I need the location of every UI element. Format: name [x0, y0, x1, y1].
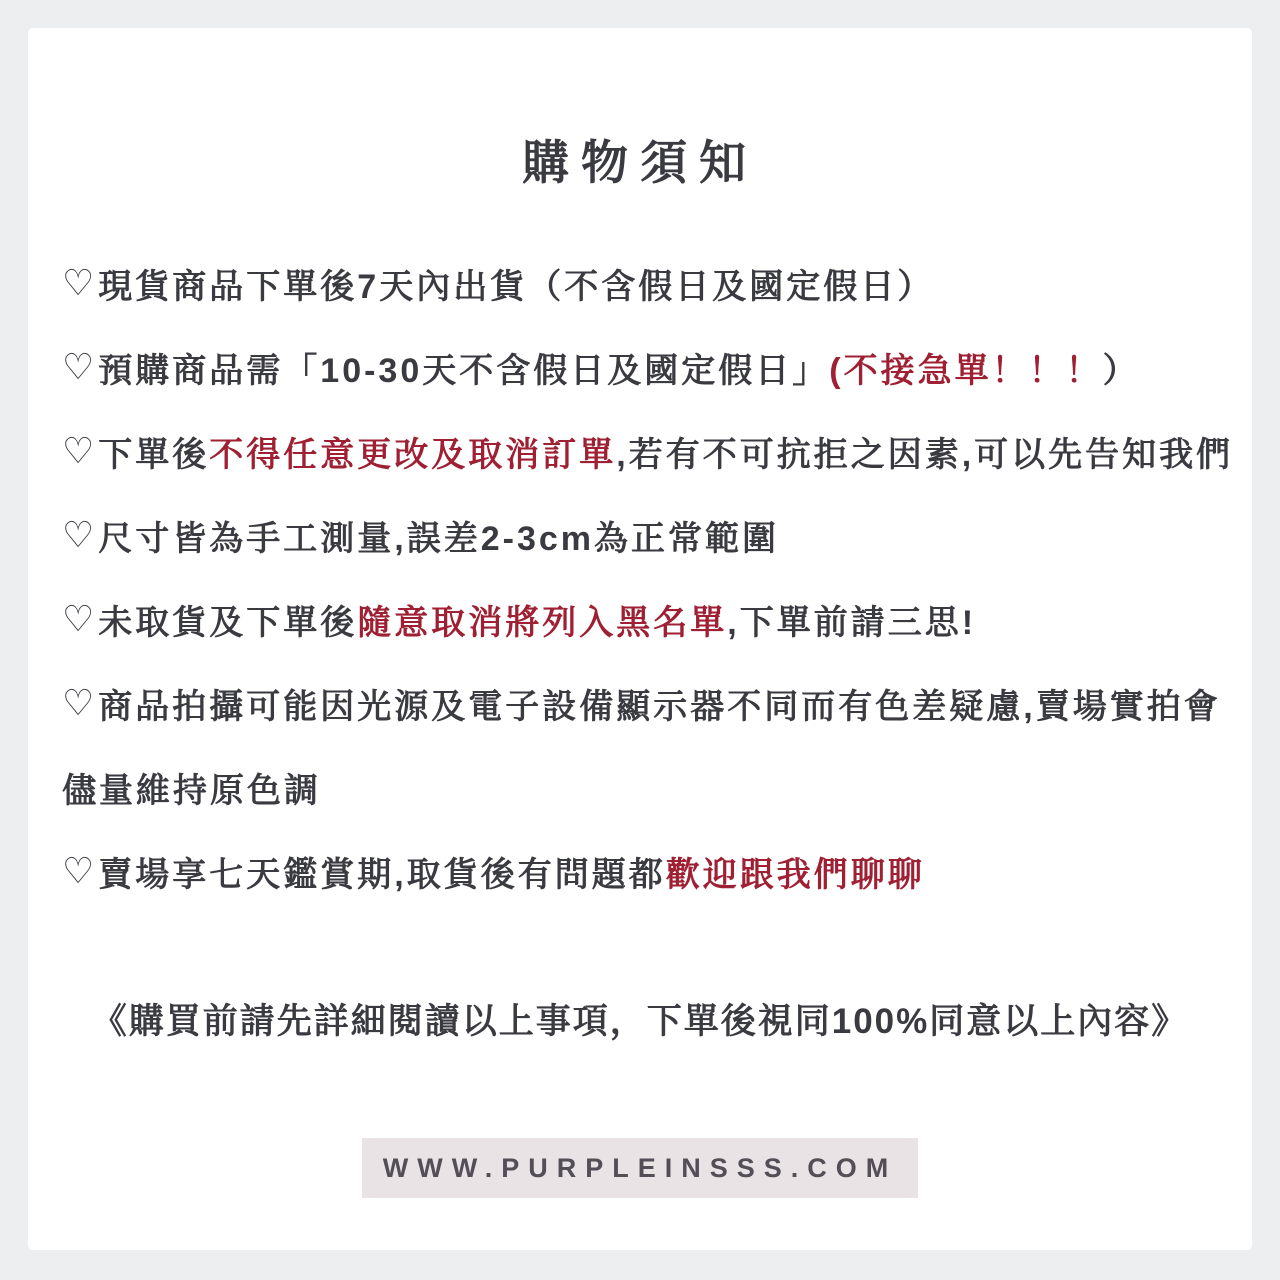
- notice-text: 未取貨及下單後: [98, 603, 358, 642]
- notice-line: [62, 409, 1234, 493]
- notice-text: 儘量維持原色調: [62, 771, 321, 810]
- closing-note: 《購買前請先詳細閱讀以上事項，下單後視同100%同意以上內容》: [91, 1002, 1189, 1041]
- footer-url-bar: [362, 1138, 918, 1198]
- notice-text: ,下單前請三思!: [727, 603, 977, 642]
- notice-line: [62, 577, 1218, 661]
- heart-icon: ♡: [62, 514, 98, 555]
- notice-line: [62, 241, 1218, 325]
- notice-text: 商品拍攝可能因光源及電子設備顯示器不同而有色差疑慮,賣場實拍會: [98, 687, 1221, 726]
- notice-list: [62, 241, 1234, 913]
- heart-icon: ♡: [62, 682, 98, 723]
- heart-icon: ♡: [62, 262, 98, 303]
- notice-text: 下單後: [98, 435, 210, 474]
- notice-text: ,若有不可抗拒之因素,可以先告知我們: [616, 435, 1234, 474]
- heart-icon: ♡: [62, 850, 98, 891]
- heart-icon: ♡: [62, 598, 98, 639]
- notice-line: [62, 745, 1218, 829]
- notice-text: 賣場享七天鑑賞期,取貨後有問題都: [98, 855, 666, 894]
- notice-text: 預購商品需「10-30天不含假日及國定假日」: [98, 351, 830, 390]
- notice-text: 現貨商品下單後7天內出貨（不含假日及國定假日）: [98, 267, 935, 306]
- notice-line: [62, 493, 1218, 577]
- notice-text: ）: [1102, 351, 1140, 390]
- notice-line: [62, 829, 1218, 913]
- notice-text: 尺寸皆為手工測量,誤差2-3cm為正常範圍: [98, 519, 780, 558]
- notice-line: [62, 325, 1218, 409]
- notice-text-highlight: (不接急單！！！: [829, 351, 1103, 390]
- page-title: 購物須知: [522, 136, 758, 189]
- heart-icon: ♡: [62, 346, 98, 387]
- heart-icon: ♡: [62, 430, 98, 471]
- notice-text-highlight: 隨意取消將列入黑名單: [357, 603, 728, 642]
- notice-line: [62, 661, 1221, 745]
- notice-text-highlight: 不得任意更改及取消訂單: [209, 435, 617, 474]
- notice-card: [28, 28, 1252, 1250]
- notice-text-highlight: 歡迎跟我們聊聊: [665, 855, 925, 894]
- footer-url: WWW.PURPLEINSSS.COM: [382, 1152, 898, 1183]
